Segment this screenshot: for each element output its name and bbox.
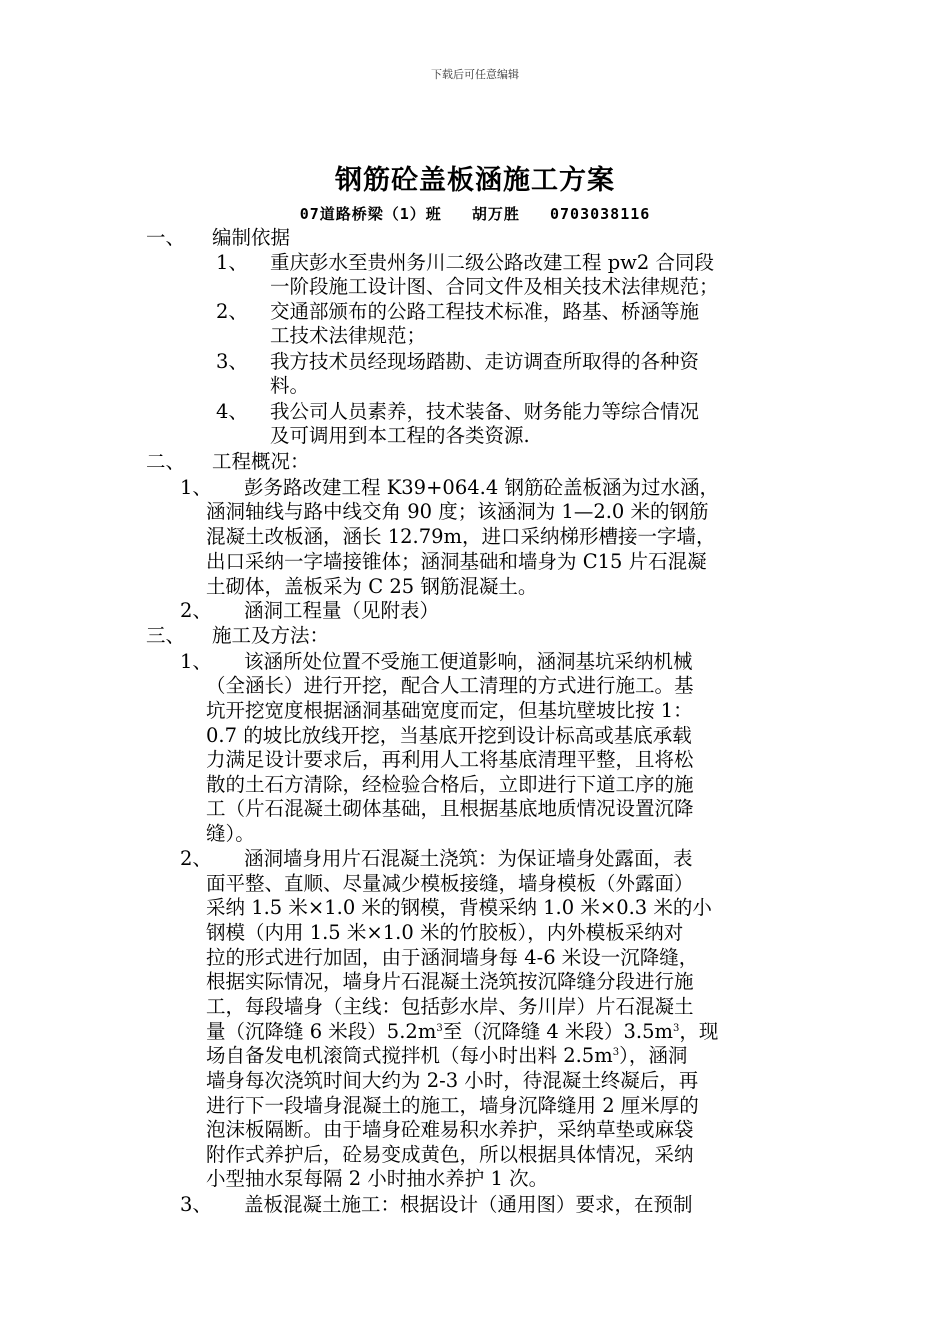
s2-item-2-line-1: 涵洞工程量（见附表） [244,599,440,622]
s3-item-1-number: 1、 [180,650,212,673]
s1-item-2-line-2: 工技术法律规范； [270,324,427,347]
s3-item-2-line-2: 面平整、直顺、尽量减少模板接缝，墙身模板（外露面） [206,872,694,895]
s2-item-1-number: 1、 [180,476,212,499]
s3-item-1-line-4: 0.7 的坡比放线开挖，当基底开挖到设计标高或基底承载 [206,724,692,747]
s1-item-1-number: 1、 [216,251,248,274]
s3-item-1-line-5: 力满足设计要求后，再利用人工将基底清理平整，且将松 [206,748,694,771]
s3-item-2-line-14: 小型抽水泵每隔 2 小时抽水养护 1 次。 [206,1167,549,1190]
s3-item-1-line-6: 散的土石方清除，经检验合格后，立即进行下道工序的施 [206,773,694,796]
s2-item-2-number: 2、 [180,599,212,622]
s3-item-2-number: 2、 [180,847,212,870]
s3-item-2-line-3: 采纳 1.5 米×1.0 米的钢模，背模采纳 1.0 米×0.3 米的小 [206,896,712,919]
s3-item-2-line-4: 钢模（内用 1.5 米×1.0 米的竹胶板），内外模板采纳对 [206,921,684,944]
s3-item-3-number: 3、 [180,1193,212,1216]
s1-item-2-line-1: 交通部颁布的公路工程技术标准，路基、桥涵等施 [270,300,700,323]
s1-item-3-line-2: 料。 [270,374,310,397]
s1-item-4-line-1: 我公司人员素养，技术装备、财务能力等综合情况 [270,400,700,423]
section-2-number: 二、 [146,450,186,473]
s2-item-1-line-2: 涵洞轴线与路中线交角 90 度；该涵洞为 1—2.0 米的钢筋 [206,500,709,523]
s3-item-1-line-2: （全涵长）进行开挖，配合人工清理的方式进行施工。基 [206,674,694,697]
s2-item-1-line-5: 土砌体，盖板采为 C 25 钢筋混凝土。 [206,575,538,598]
s3-item-2-line-9: 场自备发电机滚筒式搅拌机（每小时出料 $2.5m^3$），涵洞 [206,1044,688,1067]
s3-item-2-line-1: 涵洞墙身用片石混凝土浇筑：为保证墙身处露面，表 [244,847,693,870]
section-3-heading: 施工及方法： [212,624,330,647]
s1-item-4-line-2: 及可调用到本工程的各类资源. [270,424,530,447]
s3-item-2-line-6: 根据实际情况，墙身片石混凝土浇筑按沉降缝分段进行施 [206,970,694,993]
s3-item-1-line-3: 坑开挖宽度根据涵洞基础宽度而定，但基坑壁坡比按 1： [206,699,693,722]
s2-item-1-line-1: 彭务路改建工程 K39+064.4 钢筋砼盖板涵为过水涵， [244,476,719,499]
header-note: 下载后可任意编辑 [431,68,519,81]
s3-item-2-line-8: 量（沉降缝 6 米段）$5.2m^3$至（沉降缝 4 米段）$3.5m^3$，现 [206,1020,719,1043]
section-2-heading: 工程概况： [212,450,310,473]
s2-item-1-line-4: 出口采纳一字墙接锥体；涵洞基础和墙身为 C15 片石混凝 [206,550,707,573]
page-title: 钢筋砼盖板涵施工方案 [335,165,615,196]
s1-item-4-number: 4、 [216,400,248,423]
byline: 07道路桥梁（1）班 胡万胜 0703038116 [299,205,651,223]
s1-item-1-line-1: 重庆彭水至贵州务川二级公路改建工程 pw2 合同段 [270,251,714,274]
s1-item-2-number: 2、 [216,300,248,323]
s3-item-1-line-7: 工（片石混凝土砌体基础，且根据基底地质情况设置沉降 [206,797,694,820]
s1-item-1-line-2: 一阶段施工设计图、合同文件及相关技术法律规范； [270,275,719,298]
s3-item-2-line-13: 附作式养护后，砼易变成黄色，所以根据具体情况，采纳 [206,1143,694,1166]
s3-item-1-line-1: 该涵所处位置不受施工便道影响，涵洞基坑采纳机械 [244,650,693,673]
s2-item-1-line-3: 混凝土改板涵，涵长 12.79m，进口采纳梯形槽接一字墙， [206,525,716,548]
s3-item-2-line-11: 进行下一段墙身混凝土的施工，墙身沉降缝用 2 厘米厚的 [206,1094,699,1117]
s1-item-3-line-1: 我方技术员经现场踏勘、走访调查所取得的各种资 [270,350,700,373]
s1-item-3-number: 3、 [216,350,248,373]
section-1-heading: 编制依据 [212,226,291,249]
s3-item-3-line-1: 盖板混凝土施工：根据设计（通用图）要求，在预制 [244,1193,693,1216]
s3-item-1-line-8: 缝）。 [206,822,255,845]
section-1-number: 一、 [146,226,186,249]
section-3-number: 三、 [146,624,186,647]
s3-item-2-line-7: 工，每段墙身（主线：包括彭水岸、务川岸）片石混凝土 [206,995,694,1018]
s3-item-2-line-12: 泡沫板隔断。由于墙身砼难易积水养护，采纳草垫或麻袋 [206,1118,694,1141]
s3-item-2-line-5: 拉的形式进行加固，由于涵洞墙身每 4-6 米设一沉降缝， [206,946,699,969]
s3-item-2-line-10: 墙身每次浇筑时间大约为 2-3 小时，待混凝土终凝后，再 [206,1069,699,1092]
